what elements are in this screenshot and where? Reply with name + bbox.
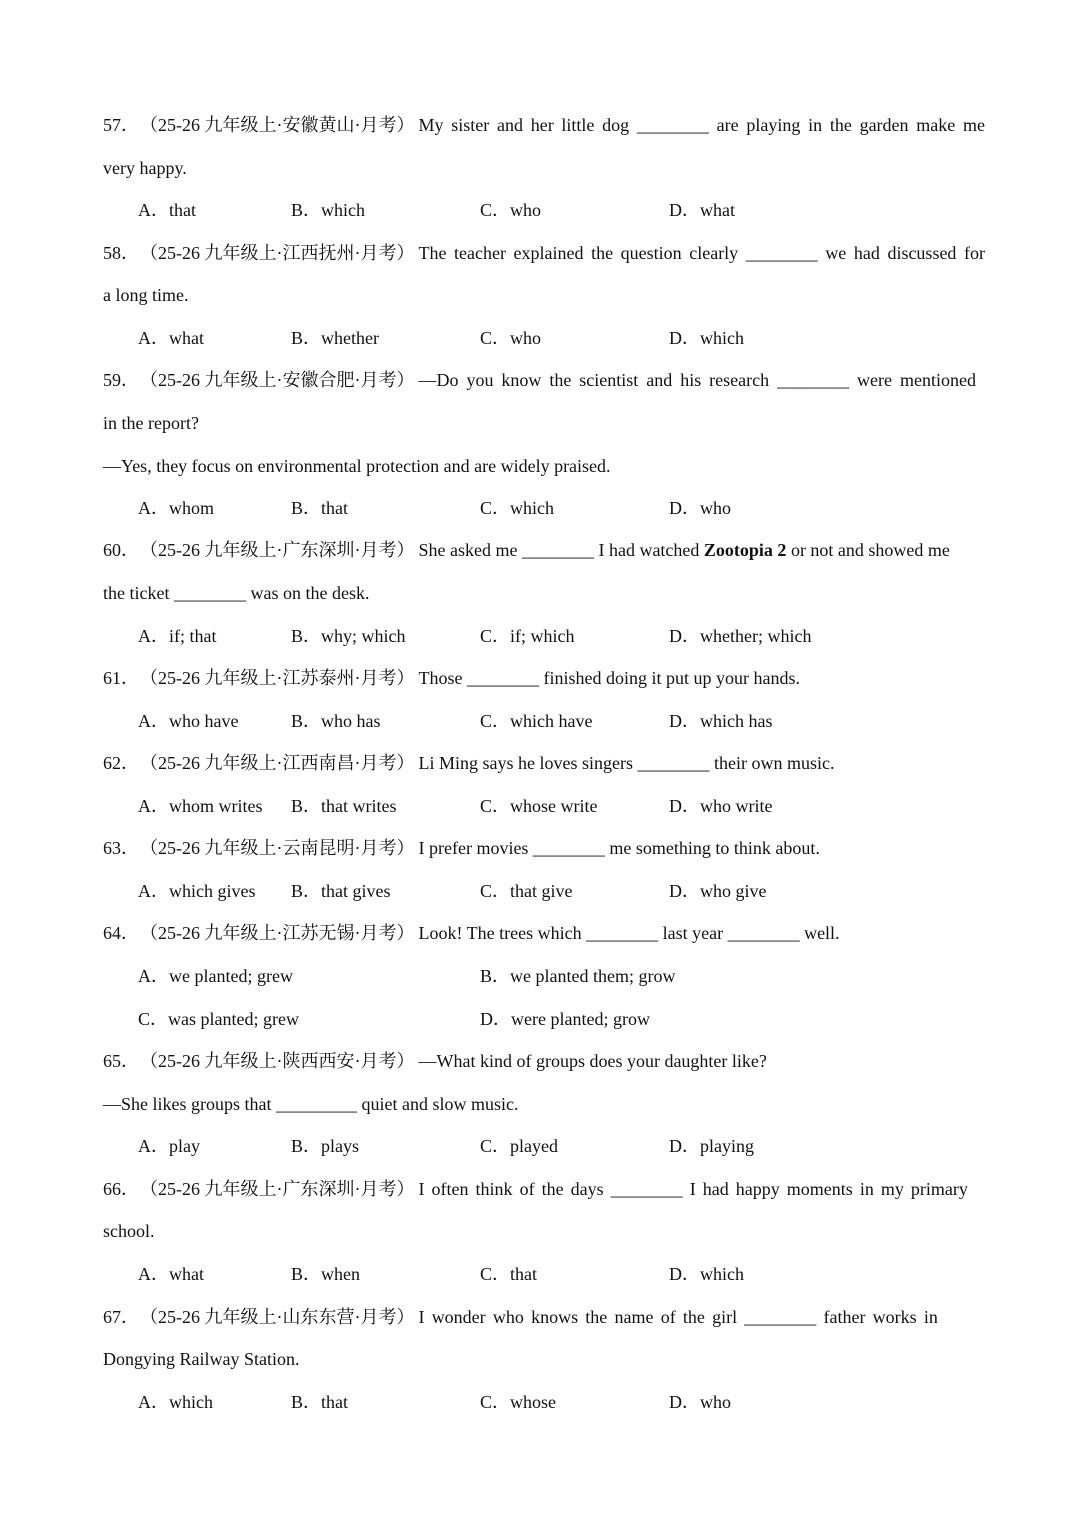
- question-66-option-d[interactable]: D．which: [669, 1264, 744, 1284]
- question-64-option-a[interactable]: A．we planted; grew: [138, 966, 293, 986]
- question-66-option-c[interactable]: C．that: [480, 1264, 537, 1284]
- question-64-option-b[interactable]: B．we planted them; grow: [480, 966, 676, 986]
- question-59-option-a[interactable]: A．whom: [138, 498, 214, 518]
- question-65-option-c[interactable]: C．played: [480, 1136, 558, 1156]
- question-67-line-1: 67． （25-26 九年级上·山东东营·月考） I wonder who knows the name of the girl ________ father works in: [103, 1307, 938, 1327]
- question-59-line-3: —Yes, they focus on environmental protection and are widely praised.: [103, 456, 611, 476]
- question-65-option-d[interactable]: D．playing: [669, 1136, 754, 1156]
- question-57-line-1: 57． （25-26 九年级上·安徽黄山·月考） My sister and her little dog ________ are playing in the garden make me: [103, 115, 985, 135]
- question-67-line-2: Dongying Railway Station.: [103, 1349, 300, 1369]
- question-62-option-b[interactable]: B．that writes: [291, 796, 397, 816]
- question-57-line-2: very happy.: [103, 158, 187, 178]
- question-64-line-1: 64． （25-26 九年级上·江苏无锡·月考） Look! The trees which ________ last year ________ well.: [103, 923, 840, 943]
- question-62-option-c[interactable]: C．whose write: [480, 796, 598, 816]
- question-66-line-1: 66． （25-26 九年级上·广东深圳·月考） I often think of the days ________ I had happy moments in my primary: [103, 1179, 968, 1199]
- question-63-line-1: 63． （25-26 九年级上·云南昆明·月考） I prefer movies ________ me something to think about.: [103, 838, 820, 858]
- question-60-option-d[interactable]: D．whether; which: [669, 626, 812, 646]
- question-57-option-b[interactable]: B．which: [291, 200, 365, 220]
- question-65-line-2: —She likes groups that _________ quiet and slow music.: [103, 1094, 519, 1114]
- question-67-option-c[interactable]: C．whose: [480, 1392, 556, 1412]
- question-63-option-c[interactable]: C．that give: [480, 881, 573, 901]
- movie-title: Zootopia 2: [703, 540, 787, 560]
- question-63-option-b[interactable]: B．that gives: [291, 881, 391, 901]
- question-65-option-a[interactable]: A．play: [138, 1136, 200, 1156]
- question-64-option-c[interactable]: C．was planted; grew: [138, 1009, 299, 1029]
- question-59-option-c[interactable]: C．which: [480, 498, 554, 518]
- question-59-line-1: 59． （25-26 九年级上·安徽合肥·月考） —Do you know the scientist and his research ________ were mentioned: [103, 370, 976, 390]
- question-60-line-1: 60． （25-26 九年级上·广东深圳·月考） She asked me ________ I had watched Zootopia 2 or not and showed me: [103, 540, 950, 560]
- question-64-option-d[interactable]: D．were planted; grow: [480, 1009, 650, 1029]
- question-67-option-d[interactable]: D．who: [669, 1392, 731, 1412]
- question-59-line-2: in the report?: [103, 413, 199, 433]
- question-66-option-b[interactable]: B．when: [291, 1264, 360, 1284]
- question-57-option-a[interactable]: A．that: [138, 200, 196, 220]
- question-66-line-2: school.: [103, 1221, 155, 1241]
- question-65-option-b[interactable]: B．plays: [291, 1136, 360, 1156]
- question-58-option-c[interactable]: C．who: [480, 328, 542, 348]
- question-58-option-b[interactable]: B．whether: [291, 328, 379, 348]
- question-61-option-c[interactable]: C．which have: [480, 711, 593, 731]
- question-67-option-a[interactable]: A．which: [138, 1392, 213, 1412]
- question-57-option-d[interactable]: D．what: [669, 200, 735, 220]
- question-58-line-1: 58． （25-26 九年级上·江西抚州·月考） The teacher explained the question clearly ________ we had discussed for: [103, 243, 985, 263]
- question-61-line-1: 61． （25-26 九年级上·江苏泰州·月考） Those ________ finished doing it put up your hands.: [103, 668, 800, 688]
- question-66-option-a[interactable]: A．what: [138, 1264, 204, 1284]
- question-58-option-d[interactable]: D．which: [669, 328, 744, 348]
- question-60-option-c[interactable]: C．if; which: [480, 626, 575, 646]
- question-60-option-a[interactable]: A．if; that: [138, 626, 217, 646]
- question-61-option-b[interactable]: B．who has: [291, 711, 381, 731]
- question-58-line-2: a long time.: [103, 285, 189, 305]
- question-67-option-b[interactable]: B．that: [291, 1392, 348, 1412]
- question-61-option-a[interactable]: A．who have: [138, 711, 239, 731]
- question-58-option-a[interactable]: A．what: [138, 328, 204, 348]
- question-57-option-c[interactable]: C．who: [480, 200, 542, 220]
- question-59-option-d[interactable]: D．who: [669, 498, 731, 518]
- question-60-option-b[interactable]: B．why; which: [291, 626, 406, 646]
- question-62-option-d[interactable]: D．who write: [669, 796, 773, 816]
- question-60-line-2: the ticket ________ was on the desk.: [103, 583, 370, 603]
- question-63-option-d[interactable]: D．who give: [669, 881, 767, 901]
- question-59-option-b[interactable]: B．that: [291, 498, 348, 518]
- question-62-option-a[interactable]: A．whom writes: [138, 796, 263, 816]
- question-62-line-1: 62． （25-26 九年级上·江西南昌·月考） Li Ming says he loves singers ________ their own music.: [103, 753, 835, 773]
- question-61-option-d[interactable]: D．which has: [669, 711, 773, 731]
- question-63-option-a[interactable]: A．which gives: [138, 881, 256, 901]
- question-65-line-1: 65． （25-26 九年级上·陕西西安·月考） —What kind of groups does your daughter like?: [103, 1051, 767, 1071]
